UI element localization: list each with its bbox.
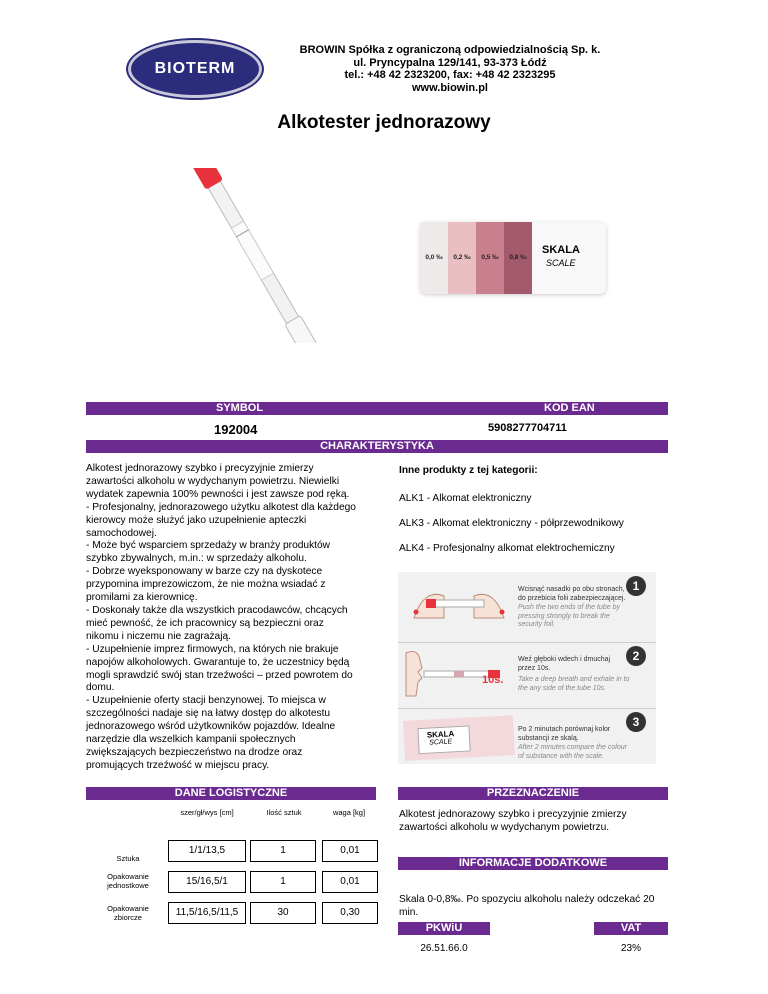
step3-illustration (403, 715, 515, 761)
step1-illustration (404, 578, 514, 628)
step1-number: 1 (626, 576, 646, 596)
logistics-cell-qty: 1 (250, 840, 316, 862)
company-name: BROWIN Spółka z ograniczoną odpowiedzialnością Sp. k. (299, 44, 601, 56)
other-product-alk1: ALK1 - Alkomat elektroniczny (399, 493, 532, 504)
description-text: Alkotest jednorazowy szybko i precyzyjnie zmierzy zawartości alkoholu w wydychanym powietrzu. Niewielki wydatek zapewnia 100% pewności i jest zawsze pod ręką. - Profesjonalny, jednorazowego użytku alkotest dla każdego kierowcy może służyć jako uzupełnienie apteczki samochodowej. - Może być wsparciem sprzedaży w branży produktów szybko zbywalnych, m.in.: w sprzedaży alkoholu. - Dobrze wyeksponowany w barze czy na dyskotece przypomina imprezowiczom, że nie można wsiadać z promilami za kierownicę. - Doskonały także dla wszystkich pracodawców, chcących mieć pewność, że ich pracownicy są bezpieczni oraz nikomu i niczemu nie zagrażają. - Uzupełnienie imprez firmowych, na których nie brakuje napojów alkoholowych. Gwarantuje to, że uczestnicy będą mogli sprawdzić swój stan trzeźwości – przed powrotem do domu. - Uzupełnienie oferty stacji benzynowej. To miejsca w szczególności nadaje się na łatwy dostęp do alkotestu jednorazowego wśród użytkowników pojazdów. Idealne narzędzie dla wszelkich kampanii społecznych zwiększających bezpieczeństwo na drodze oraz promujących trzeźwość w miejscu pracy. (86, 463, 356, 771)
logistics-header-qty: Ilość sztuk (266, 808, 302, 817)
tube-product-image (150, 168, 360, 343)
symbol-value: 192004 (214, 422, 258, 437)
vat-value: 23% (620, 943, 641, 954)
company-address: ul. Pryncypalna 129/141, 93-373 Łódź (353, 56, 547, 69)
symbol-label: SYMBOL (216, 402, 264, 414)
logistics-cell-weight: 0,01 (322, 871, 378, 893)
pkwiu-value: 26.51.66.0 (420, 943, 468, 954)
step2-time-tag: 10s. (482, 674, 504, 686)
divider (398, 642, 656, 643)
logistics-header-dims: szer/gł/wys [cm] (180, 808, 234, 817)
step3-card (417, 725, 470, 754)
company-info (270, 44, 630, 94)
logistics-cell-dims: 1/1/13,5 (168, 840, 246, 862)
additional-text: Skala 0-0,8‰. Po spozyciu alkoholu należy odczekać 20 min. (399, 894, 655, 918)
logistics-cell-dims: 11,5/16,5/11,5 (168, 902, 246, 924)
step3-text-pl: Po 2 minutach porównaj kolor substancji ze skalą. (518, 726, 611, 742)
logistics-label: DANE LOGISTYCZNE (174, 787, 288, 799)
logistics-cell-dims: 15/16,5/1 (168, 871, 246, 893)
scale-image (420, 222, 606, 294)
company-phone: tel.: +48 42 2323200, fax: +48 42 2323295 (344, 69, 556, 81)
logistics-row-name: Opakowanie jednostkowe (107, 872, 149, 890)
scale-labels (420, 254, 532, 264)
additional-label: INFORMACJE DODATKOWE (458, 857, 608, 869)
ean-value: 5908277704711 (488, 422, 567, 434)
pkwiu-bar (398, 922, 490, 935)
logistics-cell-weight: 0,01 (322, 840, 378, 862)
step3-scale: SCALE (429, 738, 453, 747)
step2-number: 2 (626, 646, 646, 666)
logistics-bar (86, 787, 376, 800)
step1-text-en: Push the two ends of the tube by pressing strongly to break the security foil. (518, 604, 620, 628)
characteristics-label: CHARAKTERYSTYKA (320, 440, 434, 452)
page-title: Alkotester jednorazowy (277, 112, 491, 133)
instructions-image (398, 572, 656, 764)
pkwiu-label: PKWiU (425, 922, 463, 934)
vat-bar (594, 922, 668, 935)
bioterm-logo (128, 40, 262, 98)
other-product-alk3: ALK3 - Alkomat elektroniczny - półprzewodnikowy (399, 518, 624, 529)
logistics-cell-weight: 0,30 (322, 902, 378, 924)
purpose-text: Alkotest jednorazowy szybko i precyzyjnie zmierzy zawartości alkoholu w wydychanym powietrzu. (399, 809, 627, 833)
logistics-cell-qty: 30 (250, 902, 316, 924)
scale-label: SCALE (546, 258, 576, 268)
company-website: www.biowin.pl (412, 81, 488, 94)
scale-label-0: 0,0 ‰ (425, 254, 443, 261)
scale-label-1: 0,2 ‰ (453, 254, 471, 261)
step3-number: 3 (626, 712, 646, 732)
ean-label: KOD EAN (544, 402, 595, 414)
step1-text-pl: Wcisnąć nasadki po obu stronach, do przebicia folii zabezpieczającej. (518, 586, 626, 602)
symbol-ean-bar (86, 402, 668, 415)
divider (398, 708, 656, 709)
vat-label: VAT (620, 922, 642, 934)
step2-text-en: Take a deep breath and exhale in to the any side of the tube 10s. (518, 676, 630, 692)
logistics-cell-qty: 1 (250, 871, 316, 893)
characteristics-bar (86, 440, 668, 453)
step3-skala: SKALA (426, 729, 455, 740)
step3-text-en: After 2 minutes compare the colour of substance with the scale. (518, 744, 627, 760)
additional-bar (398, 857, 668, 870)
logistics-row-name: Opakowanie zbiorcze (107, 904, 149, 922)
other-products-heading: Inne produkty z tej kategorii: (399, 465, 538, 476)
step2-illustration (404, 648, 514, 698)
logistics-header-weight: waga [kg] (332, 808, 366, 817)
skala-label: SKALA (542, 244, 580, 256)
other-product-alk4: ALK4 - Profesjonalny alkomat elektrochemiczny (399, 543, 615, 554)
purpose-bar (398, 787, 668, 800)
scale-label-2: 0,5 ‰ (481, 254, 499, 261)
logo-text: BIOTERM (154, 60, 236, 77)
scale-label-3: 0,8 ‰ (509, 254, 527, 261)
purpose-label: PRZEZNACZENIE (486, 787, 580, 799)
step2-text-pl: Weź głęboki wdech i dmuchaj przez 10s. (518, 656, 611, 672)
logistics-row-name: Sztuka (116, 854, 140, 863)
